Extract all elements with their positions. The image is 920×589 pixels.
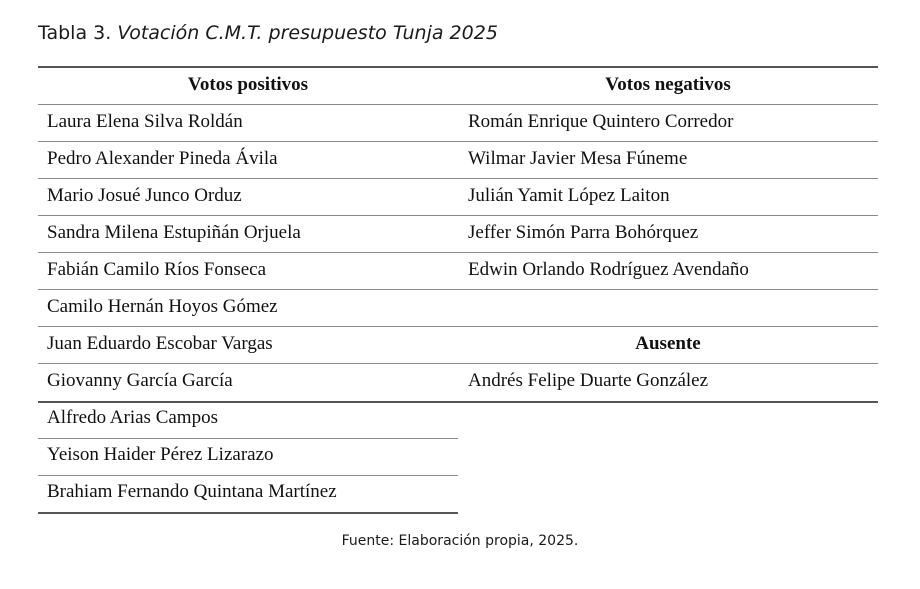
table-row (38, 177, 878, 214)
table-row (38, 362, 878, 399)
negative-vote-1: Román Enrique Quintero Corredor (468, 111, 734, 132)
row-divider (38, 289, 878, 290)
negative-vote-2: Wilmar Javier Mesa Fúneme (468, 148, 688, 169)
row-divider (38, 141, 878, 142)
table-row (38, 325, 878, 362)
table-header-row (38, 66, 878, 103)
table-caption (38, 22, 498, 44)
table-row (38, 140, 878, 177)
header-positive: Votos positivos (187, 74, 309, 95)
table-row (38, 436, 878, 473)
row-divider (38, 104, 878, 105)
row-divider (38, 252, 878, 253)
positive-vote-6: Camilo Hernán Hoyos Gómez (47, 296, 278, 317)
header-negative: Votos negativos (605, 74, 731, 95)
absent-member-1: Andrés Felipe Duarte González (468, 370, 709, 391)
row-divider (38, 326, 878, 327)
table-row (38, 214, 878, 251)
votes-table (38, 66, 878, 510)
negative-vote-5: Edwin Orlando Rodríguez Avendaño (468, 259, 749, 280)
positive-vote-2: Pedro Alexander Pineda Ávila (47, 148, 278, 169)
table-bottom-rule (38, 512, 458, 514)
table-source: Fuente: Elaboración propia, 2025. (341, 533, 579, 549)
table-row (38, 399, 878, 436)
table-row (38, 251, 878, 288)
caption-label: Tabla 3. (38, 22, 112, 44)
caption-title: Votación C.M.T. presupuesto Tunja 2025 (117, 22, 498, 44)
empty-cell (458, 288, 878, 325)
table-row (38, 473, 878, 510)
row-divider (38, 475, 458, 476)
row-divider (38, 401, 878, 403)
row-divider (38, 363, 878, 364)
positive-vote-3: Mario Josué Junco Orduz (47, 185, 242, 206)
row-divider (38, 215, 878, 216)
positive-vote-11: Brahiam Fernando Quintana Martínez (47, 481, 337, 502)
table-row (38, 103, 878, 140)
positive-vote-7: Juan Eduardo Escobar Vargas (47, 333, 273, 354)
negative-vote-3: Julián Yamit López Laiton (468, 185, 670, 206)
positive-vote-1: Laura Elena Silva Roldán (47, 111, 243, 132)
positive-vote-9: Alfredo Arias Campos (47, 407, 218, 428)
positive-vote-4: Sandra Milena Estupiñán Orjuela (47, 222, 301, 243)
positive-vote-10: Yeison Haider Pérez Lizarazo (47, 444, 274, 465)
row-divider (38, 438, 458, 439)
positive-vote-5: Fabián Camilo Ríos Fonseca (47, 259, 267, 280)
positive-vote-8: Giovanny García García (47, 370, 233, 391)
row-divider (38, 178, 878, 179)
negative-vote-4: Jeffer Simón Parra Bohórquez (468, 222, 699, 243)
table-row (38, 288, 878, 325)
header-absent: Ausente (635, 333, 701, 354)
